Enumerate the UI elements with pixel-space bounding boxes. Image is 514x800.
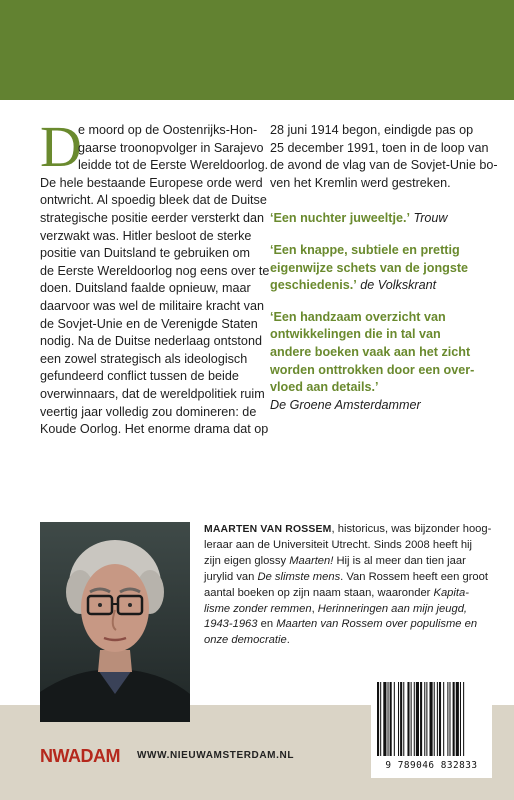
review-quote — [270, 242, 490, 295]
barcode-bar — [403, 682, 404, 756]
blurb-line: De hele bestaande Europese orde werd — [40, 175, 263, 190]
bio-title: De slimste mens — [257, 570, 341, 583]
bio-text: . — [286, 634, 290, 647]
blurb-line: veertig jaar volledig zou domineren: de — [40, 404, 257, 419]
barcode-bar — [434, 682, 435, 756]
blurb-line: ontwricht. Al spoedig bleek dat de Duitse — [40, 193, 267, 208]
blurb-line: daarvoor was wel de militaire kracht van — [40, 298, 264, 313]
barcode-bar — [430, 682, 433, 756]
bio-text: . Van Rossem heeft een groot — [340, 570, 488, 583]
bio-text: leraar aan de Universiteit Utrecht. Sinds 2008 heeft hij — [204, 538, 473, 551]
barcode-bar — [424, 682, 425, 756]
barcode-bar — [463, 682, 464, 756]
blurb-line: 25 december 1991, toen in de loop van — [270, 140, 489, 155]
blurb-line: 28 juni 1914 begon, eindigde pas op — [270, 123, 474, 137]
blurb-line: strategische positie eerder versterkt dan — [40, 210, 265, 225]
barcode-bar — [420, 682, 422, 756]
review-quote — [270, 210, 490, 228]
barcode-bar — [449, 682, 450, 756]
blurb-line: nodig. Na de Duitse nederlaag ontstond — [40, 334, 262, 349]
author-portrait-illustration — [40, 522, 190, 722]
blurb-line: overwinnaars, dat de wereldpolitiek ruim — [40, 386, 265, 401]
barcode-bar — [380, 682, 381, 756]
quote-text: eigenwijze schets van de jongste — [270, 260, 469, 275]
blurb-line: gaarse troonopvolger in Sarajevo — [78, 140, 264, 155]
blurb-line: verzwakt was. Hitler besloot de sterke — [40, 228, 252, 243]
bio-text: en — [257, 618, 277, 631]
blurb-line: doen. Duitsland faalde opnieuw, maar — [40, 281, 251, 296]
quote-source: De Groene Amsterdammer — [270, 397, 421, 412]
quote-source: Trouw — [413, 211, 448, 226]
review-quote — [270, 309, 490, 415]
bio-title: Maarten van Rossem over populisme en — [276, 618, 478, 631]
isbn-barcode — [371, 678, 492, 778]
barcode-bar — [426, 682, 427, 756]
publisher-url: WWW.NIEUWAMSTERDAM.NL — [137, 750, 295, 761]
blurb-line: e moord op de Oostenrijks-Hon- — [78, 123, 258, 137]
blurb-line: gefundeerd conflict tussen de beide — [40, 369, 239, 384]
barcode-bar — [447, 682, 448, 756]
bio-text: Hij is al meer dan tien jaar — [333, 554, 466, 567]
bio-title: lisme zonder remmen — [204, 602, 312, 615]
bio-text: , — [311, 602, 318, 615]
quote-text: worden onttrokken door een over- — [270, 362, 475, 377]
barcode-bar — [443, 682, 444, 756]
blurb-line: positie van Duitsland te gebruiken om — [40, 246, 251, 261]
blurb-line: de Sovjet-Unie en de Verenigde Staten — [40, 316, 258, 331]
author-photo — [40, 522, 190, 722]
blurb-line: leidde tot de Eerste Wereldoorlog. — [78, 158, 269, 173]
barcode-bar — [388, 682, 389, 756]
barcode-bar — [453, 682, 455, 756]
barcode-bar — [400, 682, 402, 756]
barcode-bar — [390, 682, 392, 756]
barcode-bar — [407, 682, 409, 756]
barcode-digits: 9 789046 832833 — [385, 760, 478, 771]
barcode-bar — [414, 682, 415, 756]
quote-text: vloed aan details.’ — [270, 380, 379, 395]
blurb-line: Koude Oorlog. Het enorme drama dat op — [40, 422, 269, 437]
blurb-left-column — [40, 114, 270, 439]
blurb-line: de Eerste Wereldoorlog nog eens over te — [40, 263, 270, 278]
barcode-bars — [371, 678, 492, 760]
bio-title: onze democratie — [204, 634, 287, 647]
quote-text: andere boeken vaak aan het zicht — [270, 344, 471, 359]
bio-text: , historicus, was bijzonder hoog- — [331, 523, 492, 535]
barcode-bar — [437, 682, 438, 756]
drop-cap: D — [40, 114, 82, 179]
bio-text: jurylid van — [204, 570, 258, 583]
quote-text: geschiedenis.’ — [270, 278, 357, 293]
bio-title: Herinneringen aan mijn jeugd, — [317, 602, 468, 615]
blurb-line: een zowel strategisch als ideologisch — [40, 351, 248, 366]
author-bio — [204, 522, 494, 649]
barcode-bar — [439, 682, 441, 756]
bio-text: zijn eigen glossy — [204, 554, 290, 567]
blurb-line: ven het Kremlin werd gestreken. — [270, 175, 451, 190]
barcode-bar — [398, 682, 399, 756]
author-name: MAARTEN VAN ROSSEM — [204, 524, 332, 535]
barcode-bar — [460, 682, 461, 756]
bio-title: Maarten! — [289, 554, 334, 567]
bio-title: Kapita- — [433, 586, 469, 599]
publisher-logo: NWADAM — [40, 746, 120, 766]
quote-text: ontwikkelingen die in tal van — [270, 327, 441, 342]
barcode-bar — [394, 682, 395, 756]
barcode-bar — [456, 682, 459, 756]
quote-text: ‘Een nuchter juweeltje.’ — [270, 211, 410, 226]
blurb-right-column — [270, 122, 498, 414]
blurb-line: de avond de vlag van de Sovjet-Unie bo- — [270, 158, 498, 173]
bio-text: aantal boeken op zijn naam staan, waaronder — [204, 586, 434, 599]
barcode-bar — [383, 682, 386, 756]
barcode-bar — [377, 682, 379, 756]
barcode-bar — [411, 682, 412, 756]
quote-text: ‘Een knappe, subtiele en prettig — [270, 242, 460, 257]
quote-source: de Volkskrant — [360, 278, 437, 293]
top-color-band — [0, 0, 514, 100]
bio-title: 1943-1963 — [204, 618, 258, 631]
quote-text: ‘Een handzaam overzicht van — [270, 309, 446, 324]
barcode-bar — [416, 682, 419, 756]
